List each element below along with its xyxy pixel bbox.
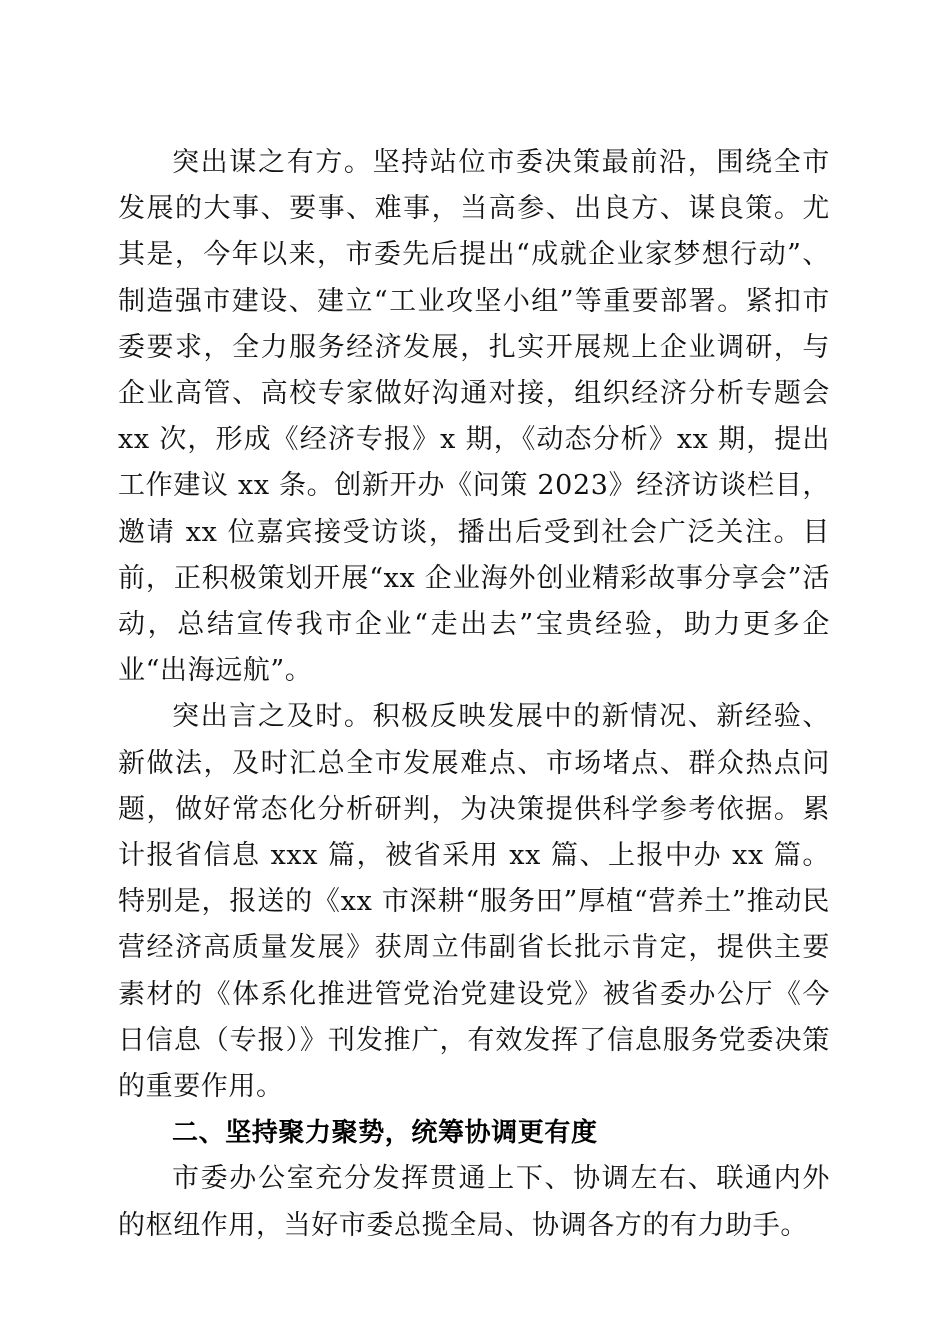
section-heading: 二、坚持聚力聚势，统筹协调更有度 — [172, 1118, 598, 1149]
document-body — [118, 140, 830, 1249]
paragraph-coordination: 市委办公室充分发挥贯通上下、协调左右、联通内外的枢纽作用，当好市委总揽全局、协调各方的有力助手。 — [118, 1163, 830, 1241]
paragraph-reporting: 突出言之及时。积极反映发展中的新情况、新经验、新做法，及时汇总全市发展难点、市场堵点、群众热点问题，做好常态化分析研判，为决策提供科学参考依据。累计报省信息 xxx 篇，被省采用 xx 篇、上报中办 xx 篇。特别是，报送的《xx 市深耕“服务田”厚植“营养土”推动民营经济高质量发展》获周立伟副省长批示肯定，提供主要素材的《体系化推进管党治党建设党》被省委办公厅《今日信息（专报）》刊发推广，有效发挥了信息服务党委决策的重要作用。 — [118, 701, 830, 1103]
paragraph-planning: 突出谋之有方。坚持站位市委决策最前沿，围绕全市发展的大事、要事、难事，当高参、出良方、谋良策。尤其是，今年以来，市委先后提出“成就企业家梦想行动”、制造强市建设、建立“工业攻坚小组”等重要部署。紧扣市委要求，全力服务经济发展，扎实开展规上企业调研，与企业高管、高校专家做好沟通对接，组织经济分析专题会 xx 次，形成《经济专报》x 期，《动态分析》xx 期，提出工作建议 xx 条。创新开办《问策 2023》经济访谈栏目，邀请 xx 位嘉宾接受访谈，播出后受到社会广泛关注。目前，正积极策划开展“xx 企业海外创业精彩故事分享会”活动，总结宣传我市企业“走出去”宝贵经验，助力更多企业“出海远航”。 — [118, 147, 830, 687]
